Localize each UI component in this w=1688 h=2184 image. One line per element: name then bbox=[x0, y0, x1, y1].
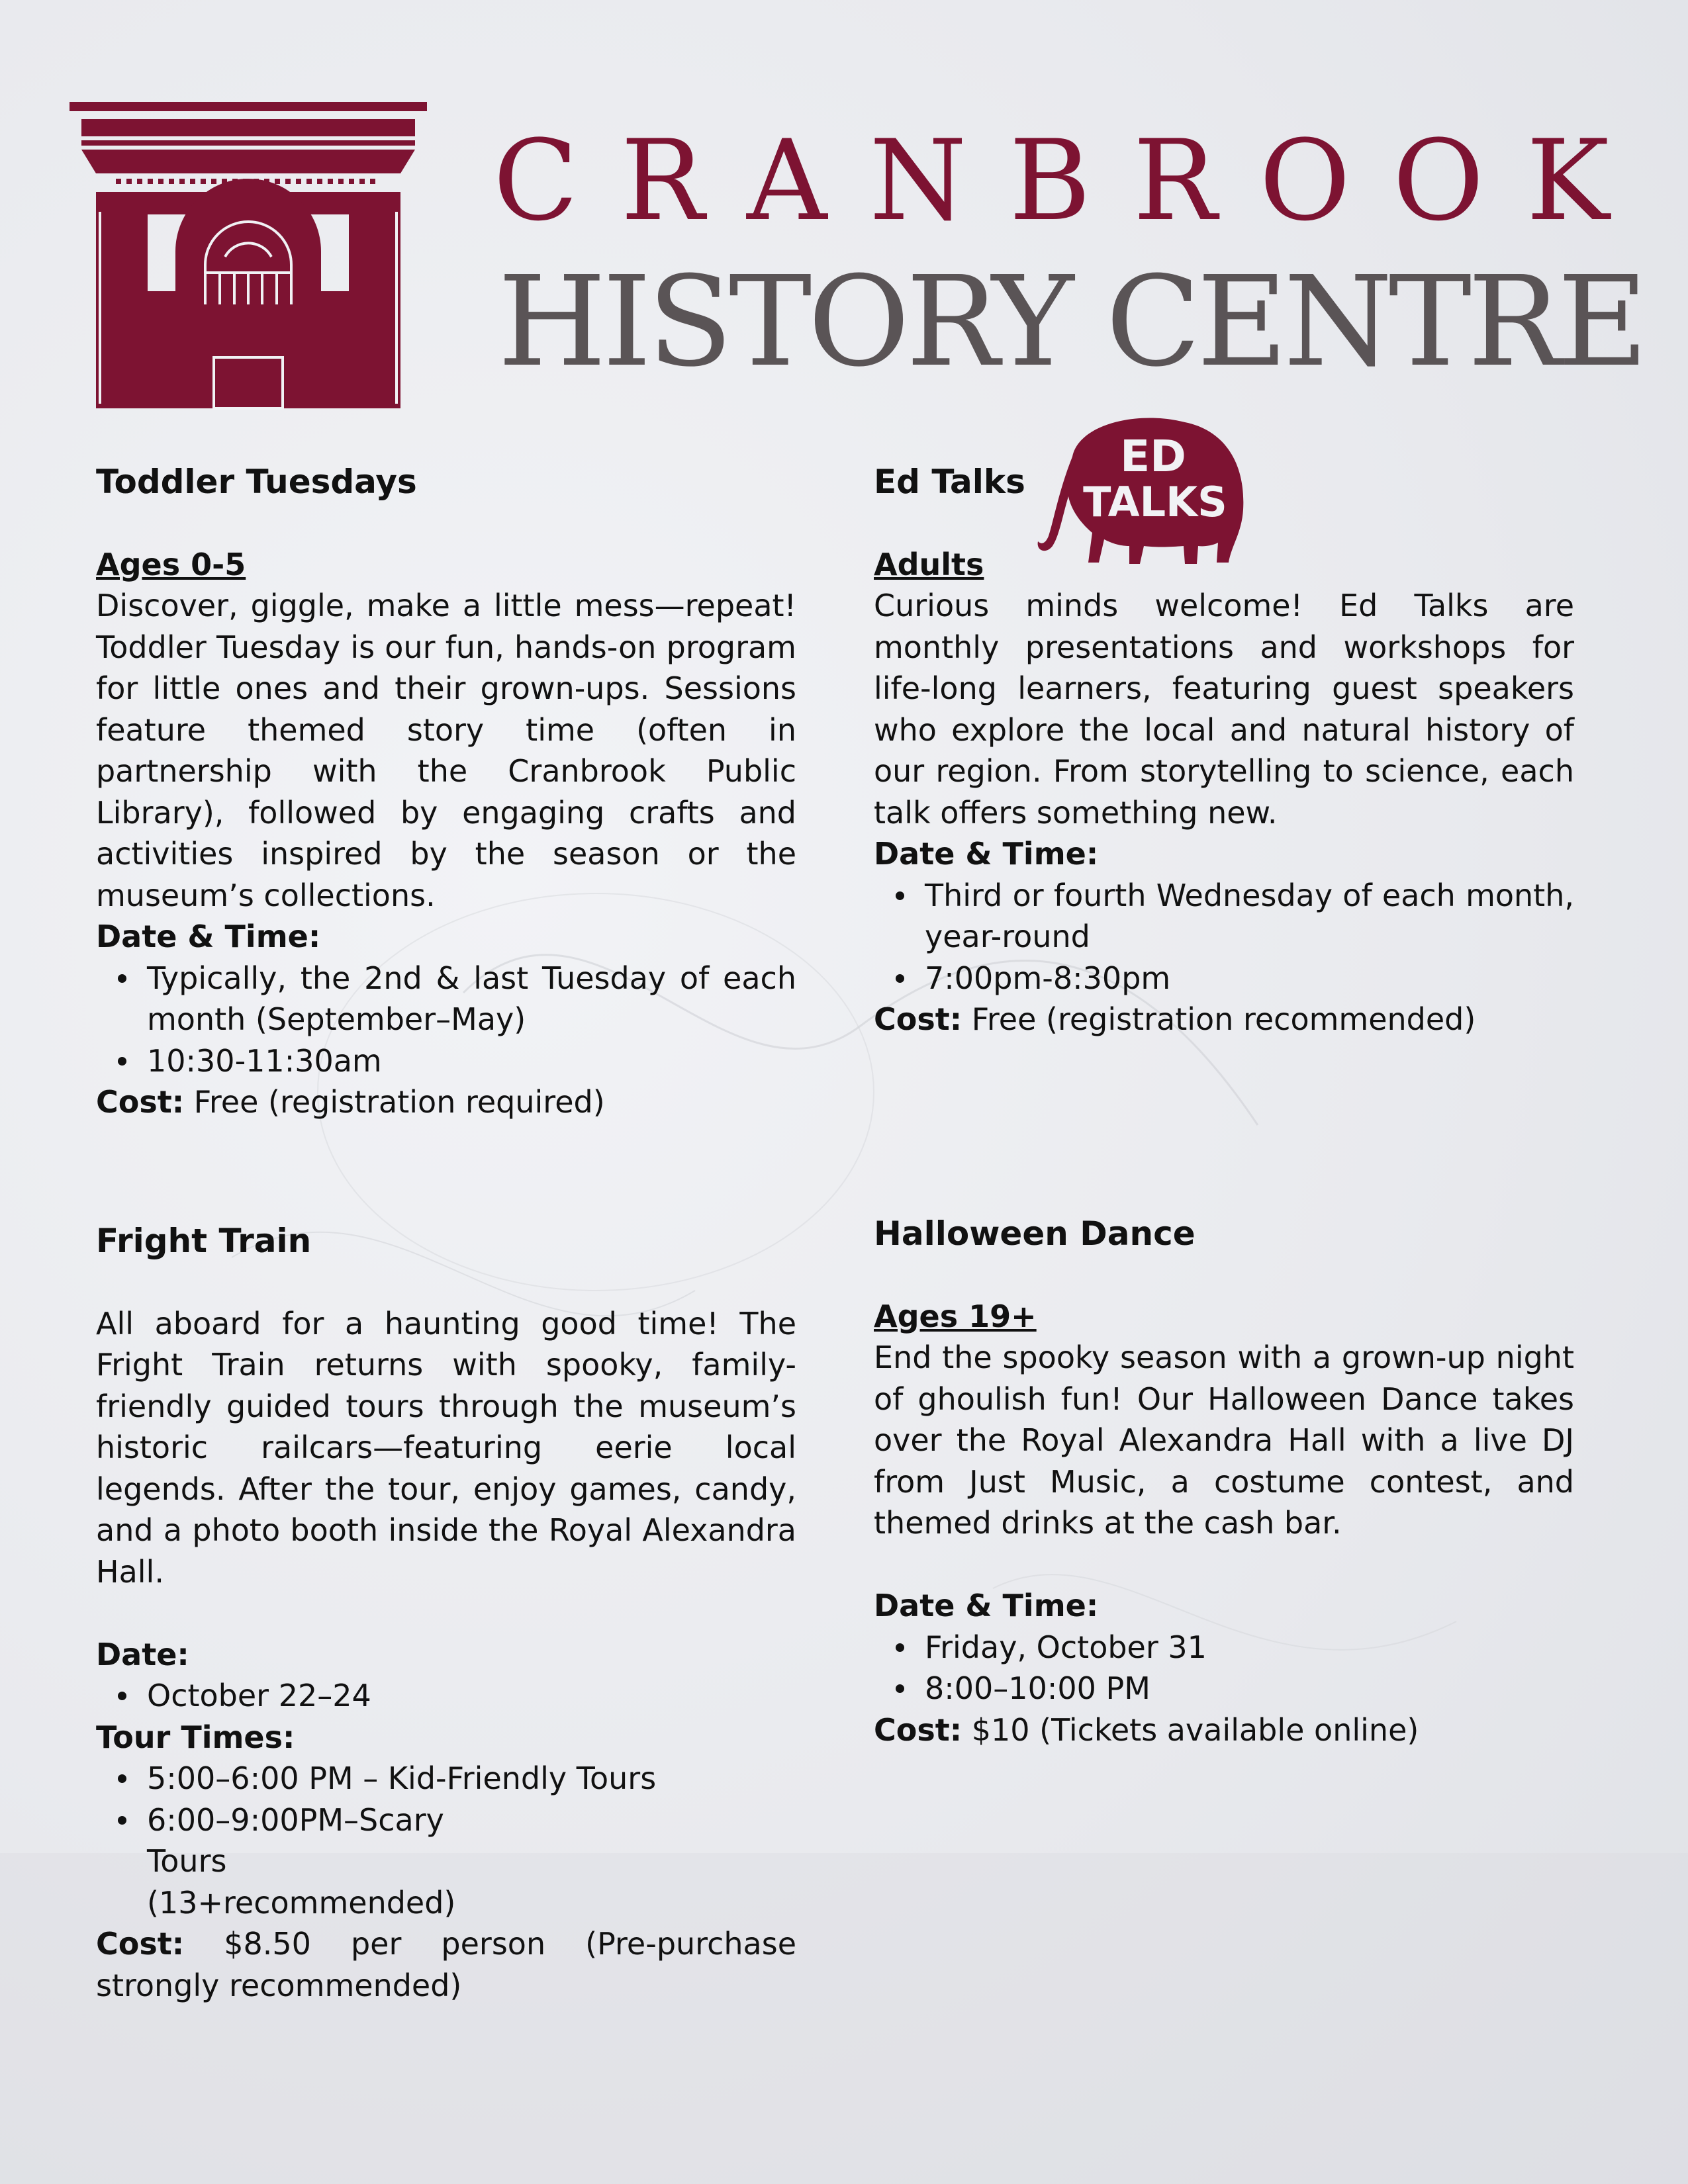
list-item: Typically, the 2nd & last Tuesday of each month (September–May) bbox=[147, 958, 796, 1040]
cost-line bbox=[96, 1923, 796, 2006]
list-item: 10:30-11:30am bbox=[147, 1040, 796, 1082]
cost-value: Free (registration required) bbox=[184, 1084, 605, 1120]
cost-line bbox=[874, 1709, 1574, 1751]
toddler-tuesdays-section bbox=[96, 461, 796, 1123]
description: Discover, giggle, make a little mess—repeat! Toddler Tuesday is our fun, hands-on program for little ones and their grown-ups. Sessions feature themed story time (often in partnership with the Cranbrook Public Library), followed by engaging crafts and activities inspired by the season or the museum’s collections. bbox=[96, 588, 796, 913]
cost-label: Cost: bbox=[874, 1711, 962, 1748]
age-label: Ages 0-5 bbox=[96, 546, 246, 582]
description: Curious minds welcome! Ed Talks are monthly presentations and workshops for life-long learners, featuring guest speakers who explore the local and natural history of our region. From storytelling to science, each talk offers something new. bbox=[874, 588, 1574, 831]
cost-value: Free (registration recommended) bbox=[962, 1001, 1476, 1037]
cost-value: $8.50 per person (Pre-purchase strongly recommended) bbox=[96, 1926, 796, 2003]
ed-talks-elephant-logo-icon bbox=[1033, 410, 1248, 579]
wordmark-history-centre: HISTORY CENTRE bbox=[498, 250, 1644, 394]
date-time-label: Date & Time: bbox=[874, 1588, 1099, 1623]
ed-logo-text-ed: ED bbox=[1120, 431, 1186, 482]
times-list bbox=[96, 1758, 796, 1923]
section-title: Toddler Tuesdays bbox=[96, 463, 417, 501]
tour-times-label: Tour Times: bbox=[96, 1719, 295, 1755]
cost-label: Cost: bbox=[96, 1926, 185, 1962]
date-list bbox=[96, 1675, 796, 1717]
cost-value: $10 (Tickets available online) bbox=[962, 1711, 1419, 1748]
list-item: 8:00–10:00 PM bbox=[925, 1668, 1574, 1709]
date-time-label: Date & Time: bbox=[874, 836, 1099, 872]
cost-line bbox=[874, 999, 1574, 1040]
museum-building-logo-icon bbox=[70, 99, 427, 410]
date-list bbox=[96, 958, 796, 1082]
section-title: Fright Train bbox=[96, 1222, 312, 1260]
list-item: Third or fourth Wednesday of each month, year-round bbox=[925, 875, 1574, 958]
list-item: Friday, October 31 bbox=[925, 1627, 1574, 1668]
date-time-label: Date & Time: bbox=[96, 919, 321, 954]
age-label: Adults bbox=[874, 546, 984, 582]
description: End the spooky season with a grown-up night of ghoulish fun! Our Halloween Dance takes over the Royal Alexandra Hall with a live DJ from Just Music, a costume contest, and themed drinks at the cash bar. bbox=[874, 1340, 1574, 1541]
age-label: Ages 19+ bbox=[874, 1298, 1037, 1334]
halloween-dance-section bbox=[874, 1213, 1574, 1751]
date-list bbox=[874, 1627, 1574, 1709]
list-item: 6:00–9:00PM–Scary Tours (13+recommended) bbox=[147, 1799, 531, 1924]
cost-label: Cost: bbox=[874, 1001, 962, 1037]
section-title: Halloween Dance bbox=[874, 1214, 1196, 1253]
cost-label: Cost: bbox=[96, 1084, 185, 1120]
cost-line bbox=[96, 1081, 796, 1123]
ed-logo-text-talks: TALKS bbox=[1083, 478, 1227, 526]
date-list bbox=[874, 875, 1574, 999]
wordmark-cranbrook: CRANBROOK bbox=[493, 116, 1652, 246]
list-item: 7:00pm-8:30pm bbox=[925, 958, 1574, 999]
description: All aboard for a haunting good time! The Fright Train returns with spooky, family-friendly guided tours through the museum’s historic railcars—featuring eerie local legends. After the tour, enjoy games, candy, and a photo booth inside the Royal Alexandra Hall. bbox=[96, 1305, 796, 1590]
date-label: Date: bbox=[96, 1636, 189, 1672]
fright-train-section bbox=[96, 1220, 796, 2006]
list-item: 5:00–6:00 PM – Kid-Friendly Tours bbox=[147, 1758, 796, 1799]
section-title: Ed Talks bbox=[874, 463, 1025, 501]
list-item: October 22–24 bbox=[147, 1675, 796, 1717]
